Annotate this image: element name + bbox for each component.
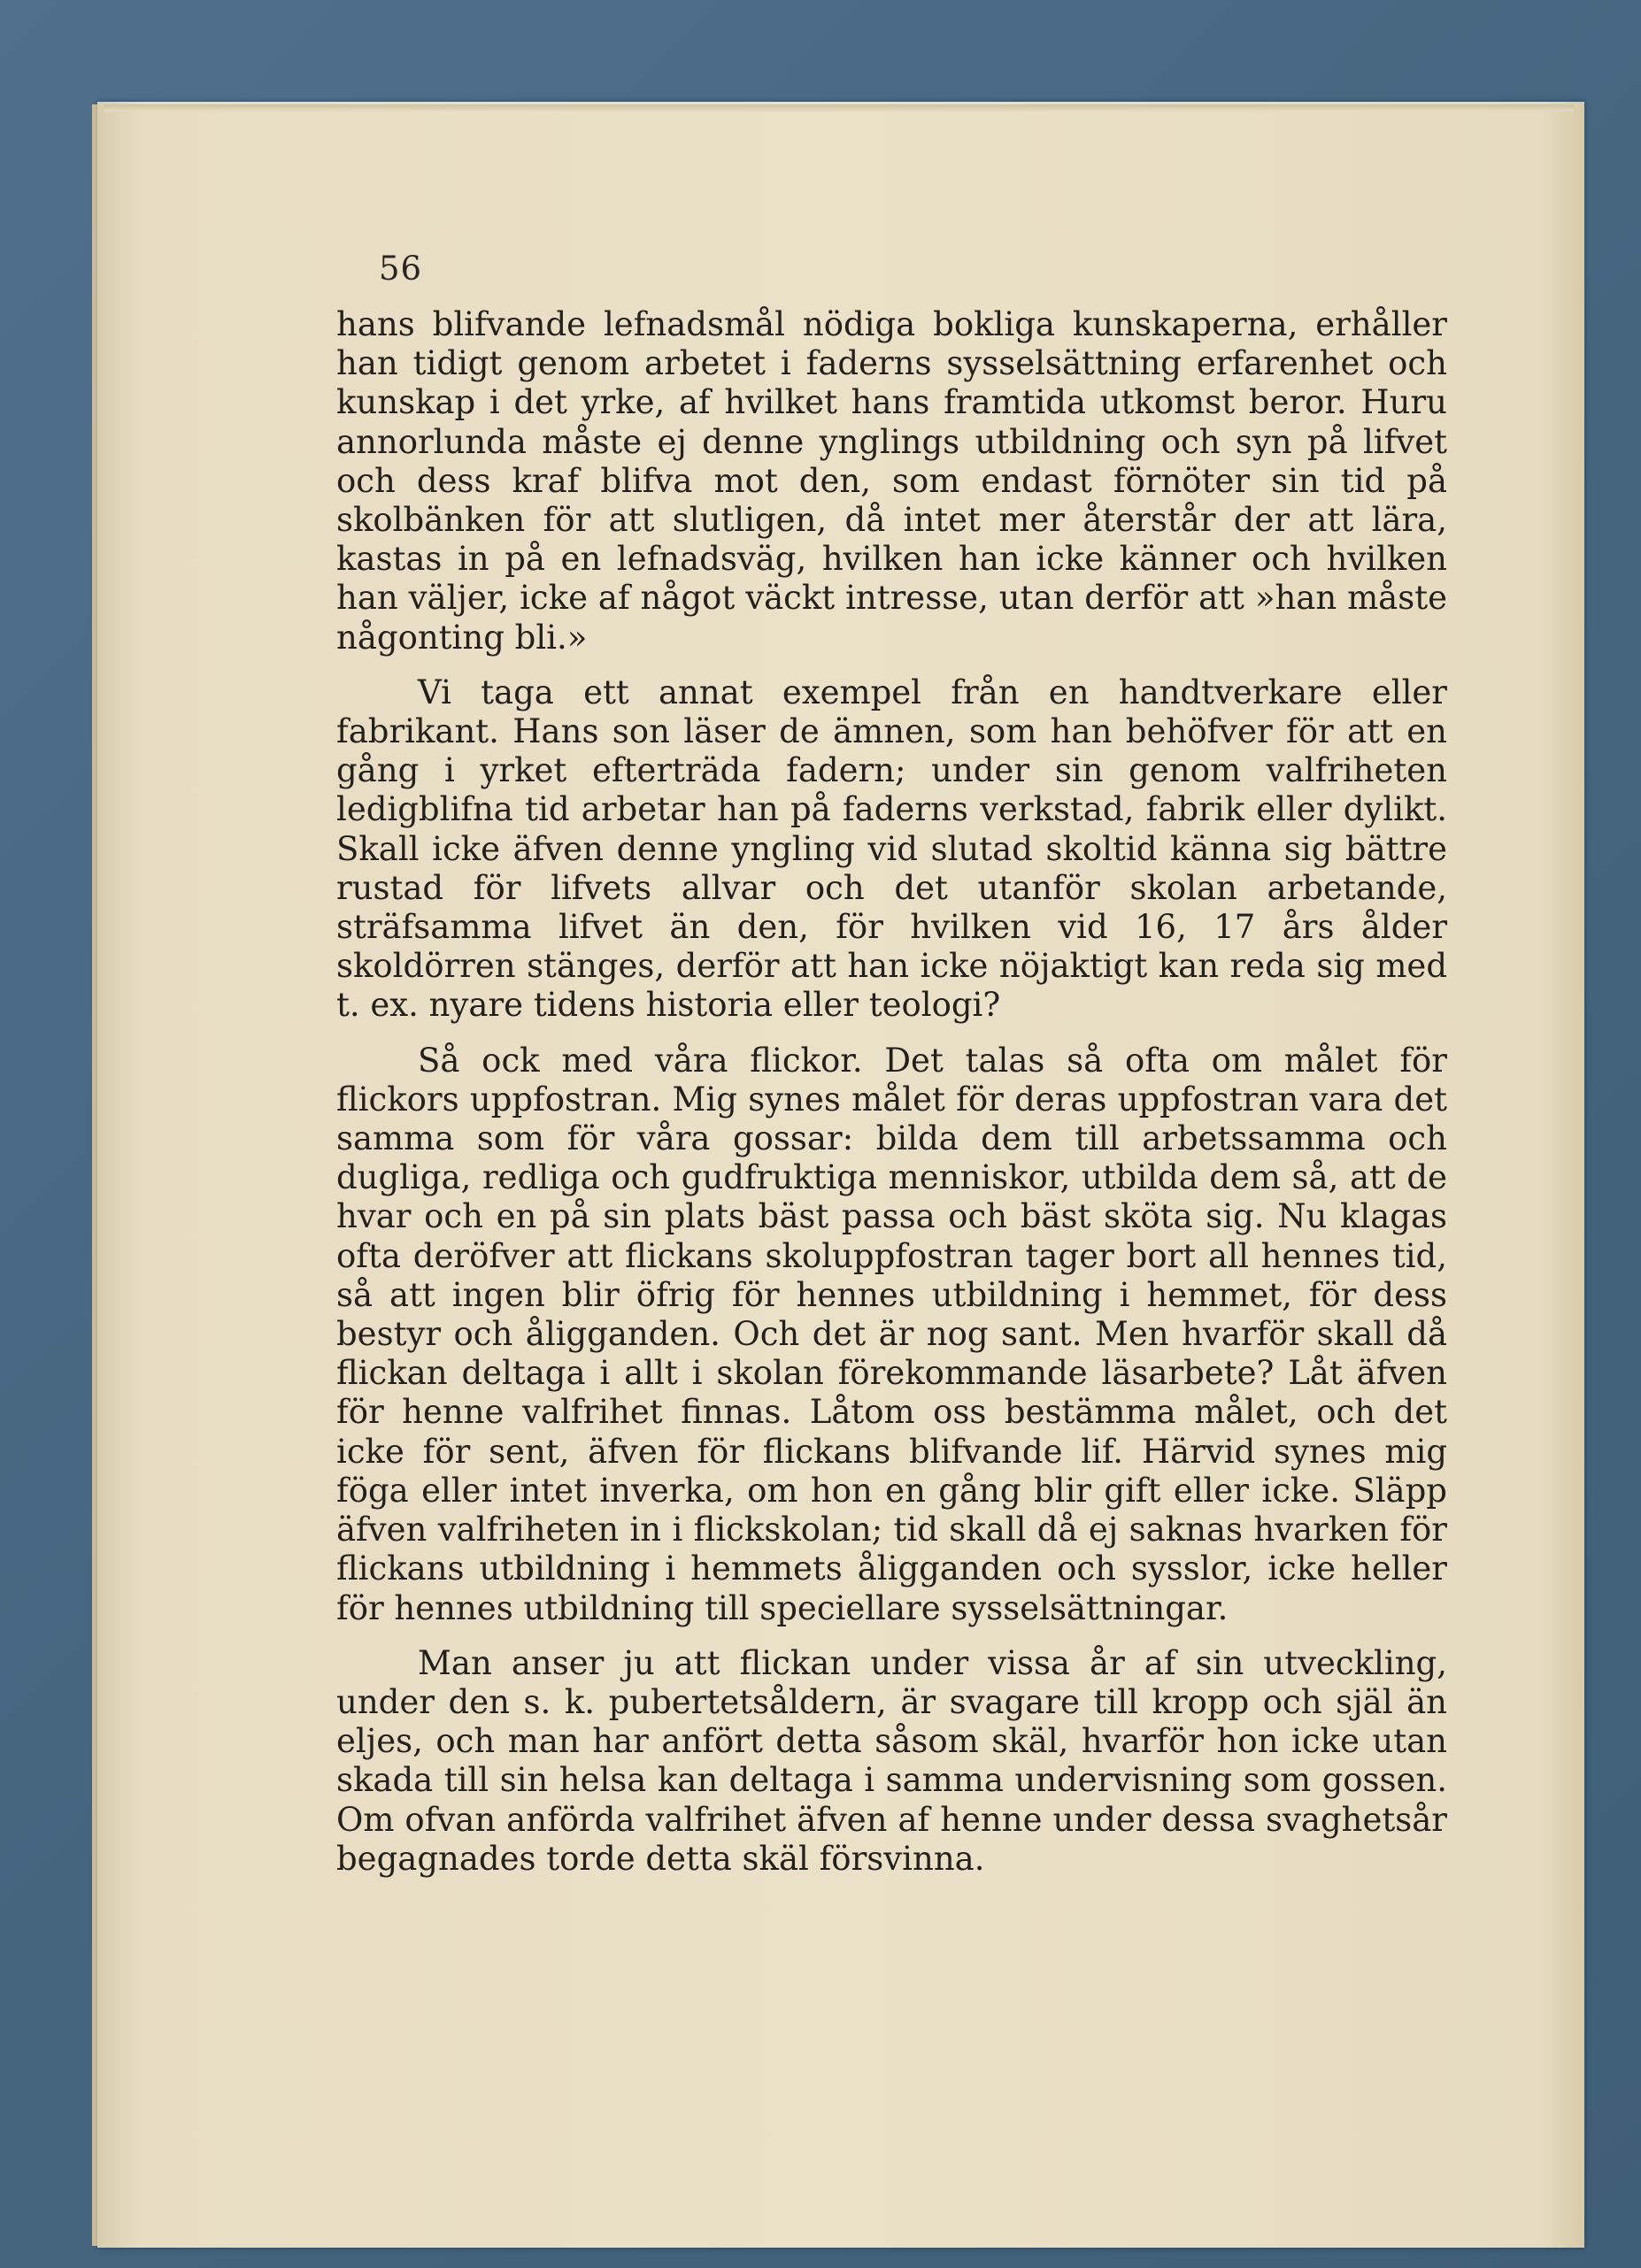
- paragraph-1: hans blifvande lefnadsmål nödiga bokliga kunskaperna, erhåller han tidigt genom arbetet i faderns sysselsättning erfarenhet och kunskap i det yrke, af hvilket hans framtida utkomst beror. Huru annorlunda måste ej denne ynglings utbildning och syn på lifvet och dess kraf blifva mot den, som endast förnöter sin tid på skolbänken för att slutligen, då intet mer återstår der att lära, kastas in på en lefnadsväg, hvilken han icke känner och hvilken han väljer, icke af något väckt intresse, utan derför att »han måste någonting bli.»: [336, 305, 1447, 657]
- page-top-edge: [104, 104, 1574, 111]
- page-number: 56: [379, 250, 423, 288]
- paragraph-4: Man anser ju att flickan under vissa år af sin utveckling, under den s. k. pubertetsåldern, är svagare till kropp och själ än eljes, och man har anfört detta såsom skäl, hvarför hon icke utan skada till sin helsa kan deltaga i samma undervisning som gossen. Om ofvan anförda valfrihet äfven af henne under dessa svaghetsår begagnades torde detta skäl försvinna.: [336, 1643, 1447, 1878]
- paragraph-2: Vi taga ett annat exempel från en handtverkare eller fabrikant. Hans son läser de ämnen, som han behöfver för att en gång i yrket efterträda fadern; under sin genom valfriheten ledigblifna tid arbetar han på faderns verkstad, fabrik eller dylikt. Skall icke äfven denne yngling vid slutad skoltid känna sig bättre rustad för lifvets allvar och det utanför skolan arbetande, sträfsamma lifvet än den, för hvilken vid 16, 17 års ålder skoldörren stänges, derför att han icke nöjaktigt kan reda sig med t. ex. nyare tidens historia eller teologi?: [336, 673, 1447, 1025]
- body-text: [336, 305, 1447, 1879]
- paragraph-3: Så ock med våra flickor. Det talas så ofta om målet för flickors uppfostran. Mig synes målet för deras uppfostran vara det samma som för våra gossar: bilda dem till arbetssamma och dugliga, redliga och gudfruktiga menniskor, utbilda dem så, att de hvar och en på sin plats bäst passa och bäst sköta sig. Nu klagas ofta deröfver att flickans skoluppfostran tager bort all hennes tid, så att ingen blir öfrig för hennes utbildning i hemmet, för dess bestyr och åligganden. Och det är nog sant. Men hvarför skall då flickan deltaga i allt i skolan förekommande läsarbete? Låt äfven för henne valfrihet finnas. Låtom oss bestämma målet, och det icke för sent, äfven för flickans blifvande lif. Härvid synes mig föga eller intet inverka, om hon en gång blir gift eller icke. Släpp äfven valfriheten in i flickskolan; tid skall då ej saknas hvarken för flickans utbildning i hemmets åligganden och sysslor, icke heller för hennes utbildning till speciellare sysselsättningar.: [336, 1041, 1447, 1627]
